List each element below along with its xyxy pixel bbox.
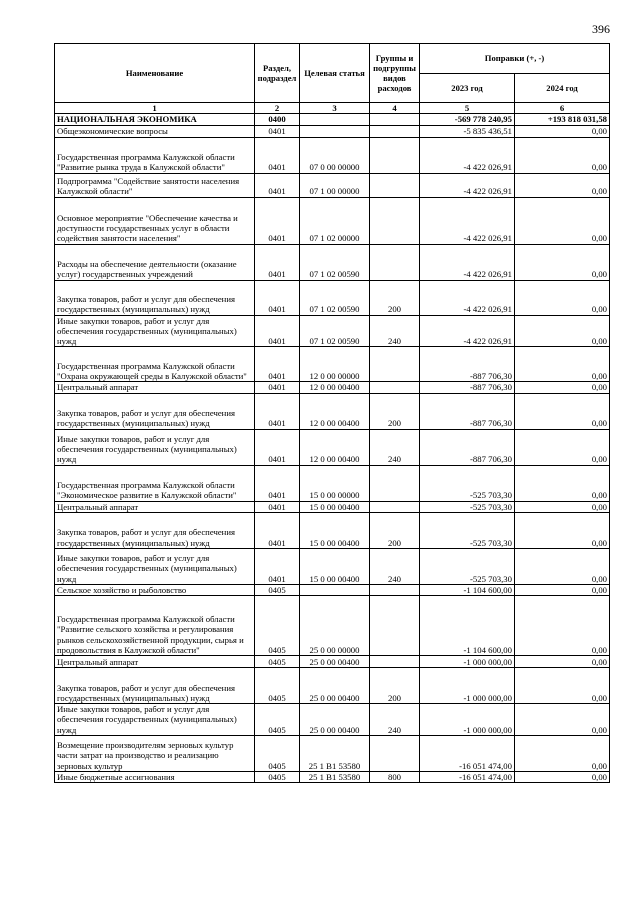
row-name: Государственная программа Калужской области "Охрана окружающей среды в Калужской области" bbox=[55, 347, 255, 382]
table-row bbox=[55, 280, 610, 315]
row-section: 0401 bbox=[255, 280, 300, 315]
row-amount-2023: -4 422 026,91 bbox=[420, 315, 515, 347]
row-amount-2023: -1 000 000,00 bbox=[420, 668, 515, 704]
table-row bbox=[55, 668, 610, 704]
table-row bbox=[55, 512, 610, 548]
row-article: 12 0 00 00000 bbox=[300, 347, 370, 382]
row-amount-2023: -887 706,30 bbox=[420, 347, 515, 382]
row-amount-2024: 0,00 bbox=[515, 125, 610, 137]
table-row bbox=[55, 596, 610, 656]
row-amount-2023: -525 703,30 bbox=[420, 548, 515, 584]
table-row bbox=[55, 114, 610, 125]
row-amount-2023: -4 422 026,91 bbox=[420, 173, 515, 197]
header-amendments: Поправки (+, -) bbox=[420, 44, 610, 74]
table-row bbox=[55, 656, 610, 668]
row-group bbox=[370, 197, 420, 244]
row-amount-2023: -1 104 600,00 bbox=[420, 596, 515, 656]
row-amount-2024: 0,00 bbox=[515, 501, 610, 512]
row-amount-2024: 0,00 bbox=[515, 197, 610, 244]
row-group bbox=[370, 244, 420, 280]
table-row bbox=[55, 197, 610, 244]
row-group bbox=[370, 584, 420, 595]
row-name: Закупка товаров, работ и услуг для обеспечения государственных (муниципальных) нужд bbox=[55, 280, 255, 315]
row-name: Закупка товаров, работ и услуг для обеспечения государственных (муниципальных) нужд bbox=[55, 512, 255, 548]
row-amount-2023: -887 706,30 bbox=[420, 393, 515, 429]
row-section: 0405 bbox=[255, 596, 300, 656]
table-row bbox=[55, 393, 610, 429]
row-article bbox=[300, 114, 370, 125]
row-name: Центральный аппарат bbox=[55, 656, 255, 668]
row-section: 0401 bbox=[255, 465, 300, 501]
row-group: 200 bbox=[370, 668, 420, 704]
row-article: 12 0 00 00400 bbox=[300, 393, 370, 429]
row-section: 0401 bbox=[255, 393, 300, 429]
row-amount-2024: 0,00 bbox=[515, 429, 610, 465]
row-article: 07 1 02 00590 bbox=[300, 244, 370, 280]
row-article: 12 0 00 00400 bbox=[300, 382, 370, 393]
row-article: 12 0 00 00400 bbox=[300, 429, 370, 465]
row-section: 0401 bbox=[255, 173, 300, 197]
row-article: 15 0 00 00400 bbox=[300, 501, 370, 512]
row-group bbox=[370, 596, 420, 656]
row-amount-2023: -525 703,30 bbox=[420, 465, 515, 501]
table-row bbox=[55, 429, 610, 465]
row-group bbox=[370, 173, 420, 197]
row-group: 240 bbox=[370, 429, 420, 465]
table-row bbox=[55, 347, 610, 382]
row-section: 0401 bbox=[255, 315, 300, 347]
row-amount-2023: -16 051 474,00 bbox=[420, 735, 515, 771]
row-name: Закупка товаров, работ и услуг для обеспечения государственных (муниципальных) нужд bbox=[55, 393, 255, 429]
row-name: Центральный аппарат bbox=[55, 382, 255, 393]
table-row bbox=[55, 584, 610, 595]
row-section: 0405 bbox=[255, 771, 300, 782]
row-article: 15 0 00 00000 bbox=[300, 465, 370, 501]
row-amount-2024: 0,00 bbox=[515, 584, 610, 595]
row-name: Закупка товаров, работ и услуг для обеспечения государственных (муниципальных) нужд bbox=[55, 668, 255, 704]
table-row bbox=[55, 125, 610, 137]
row-amount-2024: 0,00 bbox=[515, 512, 610, 548]
row-amount-2023: -4 422 026,91 bbox=[420, 244, 515, 280]
row-section: 0401 bbox=[255, 197, 300, 244]
row-amount-2023: -4 422 026,91 bbox=[420, 197, 515, 244]
row-group bbox=[370, 347, 420, 382]
row-group bbox=[370, 465, 420, 501]
row-name: Расходы на обеспечение деятельности (оказание услуг) государственных учреждений bbox=[55, 244, 255, 280]
row-amount-2023: -887 706,30 bbox=[420, 382, 515, 393]
table-row bbox=[55, 501, 610, 512]
row-article: 07 1 02 00000 bbox=[300, 197, 370, 244]
column-number: 4 bbox=[370, 103, 420, 114]
row-section: 0401 bbox=[255, 244, 300, 280]
row-name: Основное мероприятие "Обеспечение качества и доступности государственных услуг в области содействия занятости населения" bbox=[55, 197, 255, 244]
row-section: 0401 bbox=[255, 347, 300, 382]
column-number: 5 bbox=[420, 103, 515, 114]
row-article: 15 0 00 00400 bbox=[300, 512, 370, 548]
row-article: 25 1 В1 53580 bbox=[300, 735, 370, 771]
row-article: 25 0 00 00400 bbox=[300, 668, 370, 704]
table-row bbox=[55, 735, 610, 771]
row-section: 0405 bbox=[255, 656, 300, 668]
column-number: 1 bbox=[55, 103, 255, 114]
row-name: Центральный аппарат bbox=[55, 501, 255, 512]
table-row bbox=[55, 382, 610, 393]
row-amount-2024: 0,00 bbox=[515, 668, 610, 704]
row-group bbox=[370, 501, 420, 512]
row-amount-2023: -569 778 240,95 bbox=[420, 114, 515, 125]
row-section: 0401 bbox=[255, 548, 300, 584]
row-section: 0400 bbox=[255, 114, 300, 125]
row-group bbox=[370, 382, 420, 393]
row-article: 25 0 00 00400 bbox=[300, 704, 370, 736]
row-group bbox=[370, 114, 420, 125]
row-section: 0405 bbox=[255, 735, 300, 771]
row-group bbox=[370, 125, 420, 137]
row-section: 0401 bbox=[255, 501, 300, 512]
row-name: Иные закупки товаров, работ и услуг для обеспечения государственных (муниципальных) нужд bbox=[55, 315, 255, 347]
table-row bbox=[55, 548, 610, 584]
row-amount-2024: 0,00 bbox=[515, 315, 610, 347]
row-section: 0401 bbox=[255, 382, 300, 393]
table-row bbox=[55, 173, 610, 197]
table-row bbox=[55, 137, 610, 173]
budget-amendments-table bbox=[54, 43, 610, 783]
row-section: 0401 bbox=[255, 137, 300, 173]
row-amount-2024: 0,00 bbox=[515, 548, 610, 584]
header-groups: Группы и подгруппы видов расходов bbox=[370, 44, 420, 103]
row-amount-2024: 0,00 bbox=[515, 596, 610, 656]
row-article: 25 1 В1 53580 bbox=[300, 771, 370, 782]
row-name: Государственная программа Калужской области "Развитие рынка труда в Калужской области" bbox=[55, 137, 255, 173]
row-amount-2023: -525 703,30 bbox=[420, 512, 515, 548]
row-name: Государственная программа Калужской области "Экономическое развитие в Калужской области" bbox=[55, 465, 255, 501]
row-article bbox=[300, 584, 370, 595]
row-group: 200 bbox=[370, 280, 420, 315]
row-name: НАЦИОНАЛЬНАЯ ЭКОНОМИКА bbox=[55, 114, 255, 125]
row-group bbox=[370, 656, 420, 668]
header-article: Целевая статья bbox=[300, 44, 370, 103]
row-amount-2024: 0,00 bbox=[515, 347, 610, 382]
row-name: Иные закупки товаров, работ и услуг для обеспечения государственных (муниципальных) нужд bbox=[55, 704, 255, 736]
row-name: Общеэкономические вопросы bbox=[55, 125, 255, 137]
header-year-2024: 2024 год bbox=[515, 74, 610, 103]
row-group: 800 bbox=[370, 771, 420, 782]
row-section: 0401 bbox=[255, 125, 300, 137]
row-amount-2024: 0,00 bbox=[515, 173, 610, 197]
row-group: 240 bbox=[370, 315, 420, 347]
row-amount-2023: -4 422 026,91 bbox=[420, 137, 515, 173]
row-amount-2024: 0,00 bbox=[515, 244, 610, 280]
row-article: 25 0 00 00000 bbox=[300, 596, 370, 656]
row-amount-2024: 0,00 bbox=[515, 656, 610, 668]
row-name: Возмещение производителям зерновых культур части затрат на производство и реализацию зерновых культур bbox=[55, 735, 255, 771]
row-name: Иные бюджетные ассигнования bbox=[55, 771, 255, 782]
row-amount-2023: -1 104 600,00 bbox=[420, 584, 515, 595]
row-amount-2024: +193 818 031,58 bbox=[515, 114, 610, 125]
column-number: 6 bbox=[515, 103, 610, 114]
table-row bbox=[55, 244, 610, 280]
header-name: Наименование bbox=[55, 44, 255, 103]
table-row bbox=[55, 771, 610, 782]
row-amount-2023: -887 706,30 bbox=[420, 429, 515, 465]
row-group: 200 bbox=[370, 393, 420, 429]
row-article bbox=[300, 125, 370, 137]
row-section: 0401 bbox=[255, 429, 300, 465]
table-row bbox=[55, 704, 610, 736]
row-article: 07 1 02 00590 bbox=[300, 280, 370, 315]
row-amount-2023: -525 703,30 bbox=[420, 501, 515, 512]
page-number: 396 bbox=[592, 22, 610, 36]
row-name: Иные закупки товаров, работ и услуг для обеспечения государственных (муниципальных) нужд bbox=[55, 548, 255, 584]
row-article: 25 0 00 00400 bbox=[300, 656, 370, 668]
row-amount-2023: -1 000 000,00 bbox=[420, 656, 515, 668]
row-name: Государственная программа Калужской области "Развитие сельского хозяйства и регулирования рынков сельскохозяйственной продукции, сырья и продовольствия в Калужской области" bbox=[55, 596, 255, 656]
row-group: 240 bbox=[370, 548, 420, 584]
row-amount-2024: 0,00 bbox=[515, 465, 610, 501]
row-amount-2023: -1 000 000,00 bbox=[420, 704, 515, 736]
row-section: 0405 bbox=[255, 584, 300, 595]
row-group bbox=[370, 137, 420, 173]
row-group bbox=[370, 735, 420, 771]
row-name: Подпрограмма "Содействие занятости населения Калужской области" bbox=[55, 173, 255, 197]
table-row bbox=[55, 315, 610, 347]
row-article: 07 1 00 00000 bbox=[300, 173, 370, 197]
row-amount-2024: 0,00 bbox=[515, 393, 610, 429]
row-article: 15 0 00 00400 bbox=[300, 548, 370, 584]
row-amount-2023: -5 835 436,51 bbox=[420, 125, 515, 137]
row-amount-2024: 0,00 bbox=[515, 735, 610, 771]
row-amount-2024: 0,00 bbox=[515, 280, 610, 315]
row-amount-2024: 0,00 bbox=[515, 704, 610, 736]
row-article: 07 1 02 00590 bbox=[300, 315, 370, 347]
row-name: Сельское хозяйство и рыболовство bbox=[55, 584, 255, 595]
row-amount-2023: -16 051 474,00 bbox=[420, 771, 515, 782]
table-row bbox=[55, 465, 610, 501]
row-amount-2024: 0,00 bbox=[515, 382, 610, 393]
row-section: 0401 bbox=[255, 512, 300, 548]
header-section: Раздел, подраздел bbox=[255, 44, 300, 103]
row-group: 240 bbox=[370, 704, 420, 736]
row-amount-2023: -4 422 026,91 bbox=[420, 280, 515, 315]
row-article: 07 0 00 00000 bbox=[300, 137, 370, 173]
row-section: 0405 bbox=[255, 704, 300, 736]
row-name: Иные закупки товаров, работ и услуг для обеспечения государственных (муниципальных) нужд bbox=[55, 429, 255, 465]
column-number: 3 bbox=[300, 103, 370, 114]
row-section: 0405 bbox=[255, 668, 300, 704]
row-group: 200 bbox=[370, 512, 420, 548]
row-amount-2024: 0,00 bbox=[515, 137, 610, 173]
row-amount-2024: 0,00 bbox=[515, 771, 610, 782]
column-number: 2 bbox=[255, 103, 300, 114]
header-year-2023: 2023 год bbox=[420, 74, 515, 103]
